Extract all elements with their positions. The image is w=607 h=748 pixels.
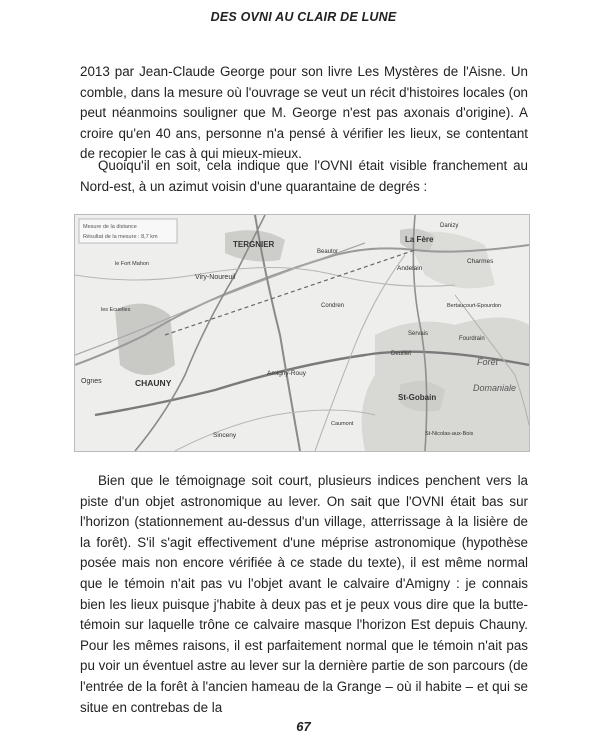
page-number: 67 — [296, 719, 311, 734]
label-ognes: Ognes — [81, 378, 102, 385]
label-st-gobain: St-Gobain — [398, 393, 437, 402]
label-fort-mahon: le Fort Mahon — [115, 261, 149, 267]
label-domaniale: Domaniale — [473, 383, 517, 393]
label-condren: Condren — [321, 303, 345, 309]
label-caumont: Caumont — [331, 421, 354, 427]
map-figure — [74, 214, 530, 452]
label-amigny-rouy: Amigny-Rouy — [267, 370, 307, 377]
label-st-nicolas: St-Nicolas-aux-Bois — [425, 431, 474, 437]
label-servais: Servais — [408, 331, 429, 337]
label-charmes: Charmes — [467, 258, 494, 265]
label-la-fere: La Fère — [405, 235, 434, 244]
map-toolbar-readout: Résultat de la mesure : 8,7 km — [83, 234, 158, 240]
label-danizy: Danizy — [440, 223, 459, 229]
label-fourdrain: Fourdrain — [459, 336, 485, 342]
paragraph-3: Bien que le témoignage soit court, plusieurs indices penchent vers la piste d'un objet astronomique au lever. On sait que l'OVNI était bas sur l'horizon (stationnement au-dessus d'un village, atterrissage à la lisière de la forêt). S'il s'agit effectivement d'une méprise astronomique (hypothèse posée mais non encore vérifiée à ce stade du texte), il est même normal que le témoin n'ait pas vu l'objet avant le calvaire d'Amigny : je connais bien les lieux puisque j'habite à deux pas et je peux vous dire que la butte-témoin sur laquelle trône ce calvaire masque l'horizon Est depuis Chauny. Pour les mêmes raisons, il est parfaitement normal que le témoin n'ait pas pu voir un éventuel astre au lever sur la dernière partie de son parcours (de l'entrée de la forêt à l'ancien hameau de la Grange – où il habite – et qui se situe en contrebas de la — [80, 473, 528, 715]
map-toolbar-label: Mesure de la distance — [83, 224, 137, 230]
label-tergnier: TERGNIER — [233, 240, 275, 249]
label-beautor: Beautor — [317, 249, 339, 255]
label-chauny: CHAUNY — [135, 378, 172, 388]
running-header: DES OVNI AU CLAIR DE LUNE — [210, 10, 397, 24]
label-deuillet: Deuillet — [391, 351, 412, 357]
paragraph-1: 2013 par Jean-Claude George pour son livre Les Mystères de l'Aisne. Un comble, dans la mesure où l'ouvrage se veut un récit d'histoires locales (on peut néanmoins souligner que M. George n'est pas axonais d'origine). A croire qu'en 40 ans, personne n'a pensé à vérifier les lieux, se contentant de recopier le cas à qui mieux-mieux. — [80, 64, 528, 162]
label-foret: Forêt — [477, 357, 499, 367]
label-ecuelles: les Ecuelles — [101, 307, 131, 313]
urban-area-chauny — [115, 304, 175, 375]
label-viry-noureuil: Viry-Noureuil — [195, 274, 236, 281]
map-drawing — [75, 215, 529, 451]
label-bertaucourt: Bertaucourt-Epourdon — [447, 303, 502, 309]
label-sinceny: Sinceny — [213, 432, 237, 439]
paragraph-2: Quoiqu'il en soit, cela indique que l'OVNI était visible franchement au Nord-est, à un azimut voisin d'une quarantaine de degrés : — [80, 158, 528, 194]
label-andelain: Andelain — [397, 265, 423, 272]
